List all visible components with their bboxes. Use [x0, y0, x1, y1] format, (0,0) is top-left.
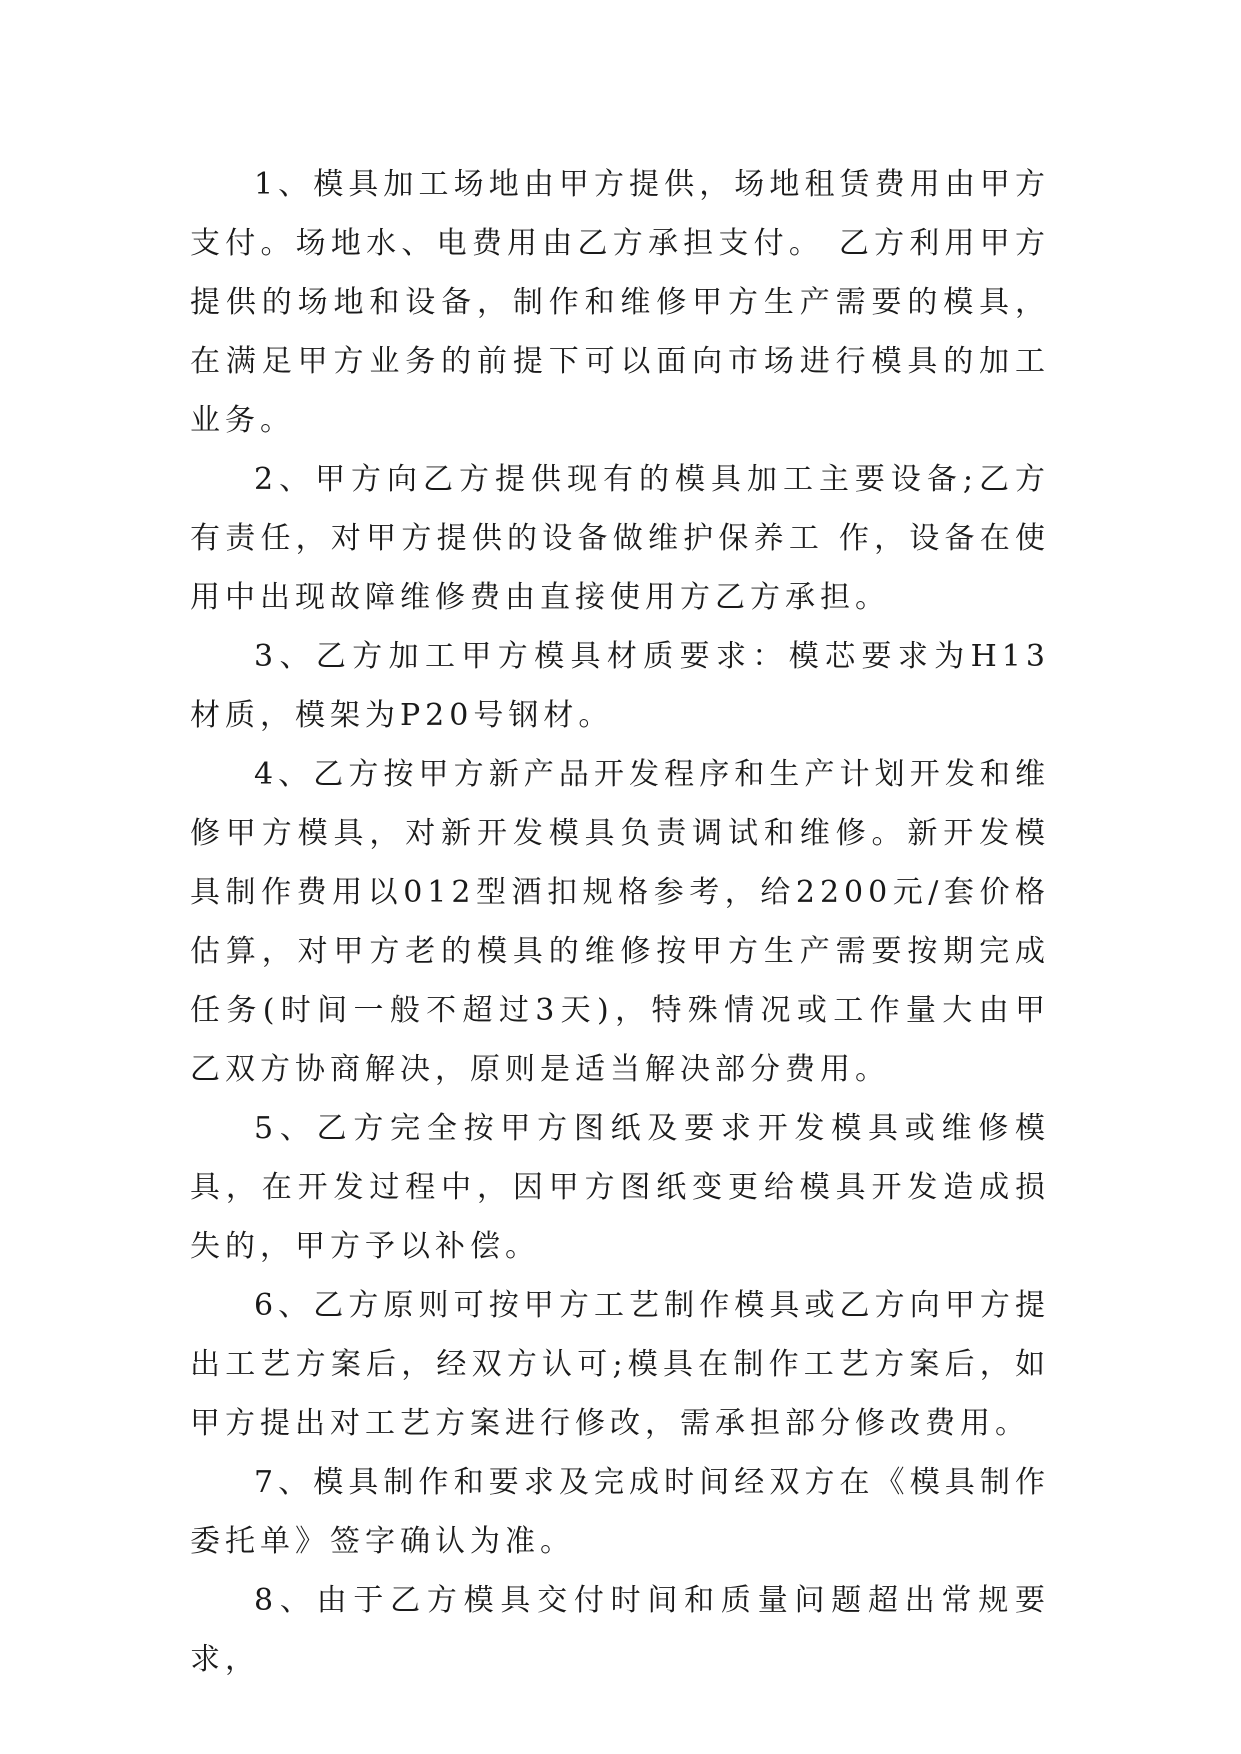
clause-2-paragraph: 2、甲方向乙方提供现有的模具加工主要设备;乙方有责任，对甲方提供的设备做维护保养工 作，设备在使用中出现故障维修费由直接使用方乙方承担。 — [190, 462, 1050, 615]
clause-5-paragraph: 5、乙方完全按甲方图纸及要求开发模具或维修模具，在开发过程中，因甲方图纸变更给模具开发造成损失的，甲方予以补偿。 — [190, 1111, 1050, 1264]
clause-1-paragraph: 1、模具加工场地由甲方提供，场地租赁费用由甲方支付。场地水、电费用由乙方承担支付。 乙方利用甲方提供的场地和设备，制作和维修甲方生产需要的模具，在满足甲方业务的前提下可以面向市场进行模具的加工业务。 — [190, 167, 1050, 438]
document-body — [190, 155, 1050, 1689]
clause-8-paragraph: 8、由于乙方模具交付时间和质量问题超出常规要求， — [190, 1583, 1050, 1677]
clause-7-paragraph: 7、模具制作和要求及完成时间经双方在《模具制作委托单》签字确认为准。 — [190, 1465, 1050, 1559]
clause-4-paragraph: 4、乙方按甲方新产品开发程序和生产计划开发和维修甲方模具，对新开发模具负责调试和维修。新开发模具制作费用以012型酒扣规格参考，给2200元/套价格估算，对甲方老的模具的维修按甲方生产需要按期完成任务(时间一般不超过3天)，特殊情况或工作量大由甲乙双方协商解决，原则是适当解决部分费用。 — [190, 757, 1050, 1087]
clause-6-paragraph: 6、乙方原则可按甲方工艺制作模具或乙方向甲方提出工艺方案后，经双方认可;模具在制作工艺方案后，如甲方提出对工艺方案进行修改，需承担部分修改费用。 — [190, 1288, 1050, 1441]
clause-3-paragraph: 3、乙方加工甲方模具材质要求：模芯要求为H13材质，模架为P20号钢材。 — [190, 639, 1050, 733]
